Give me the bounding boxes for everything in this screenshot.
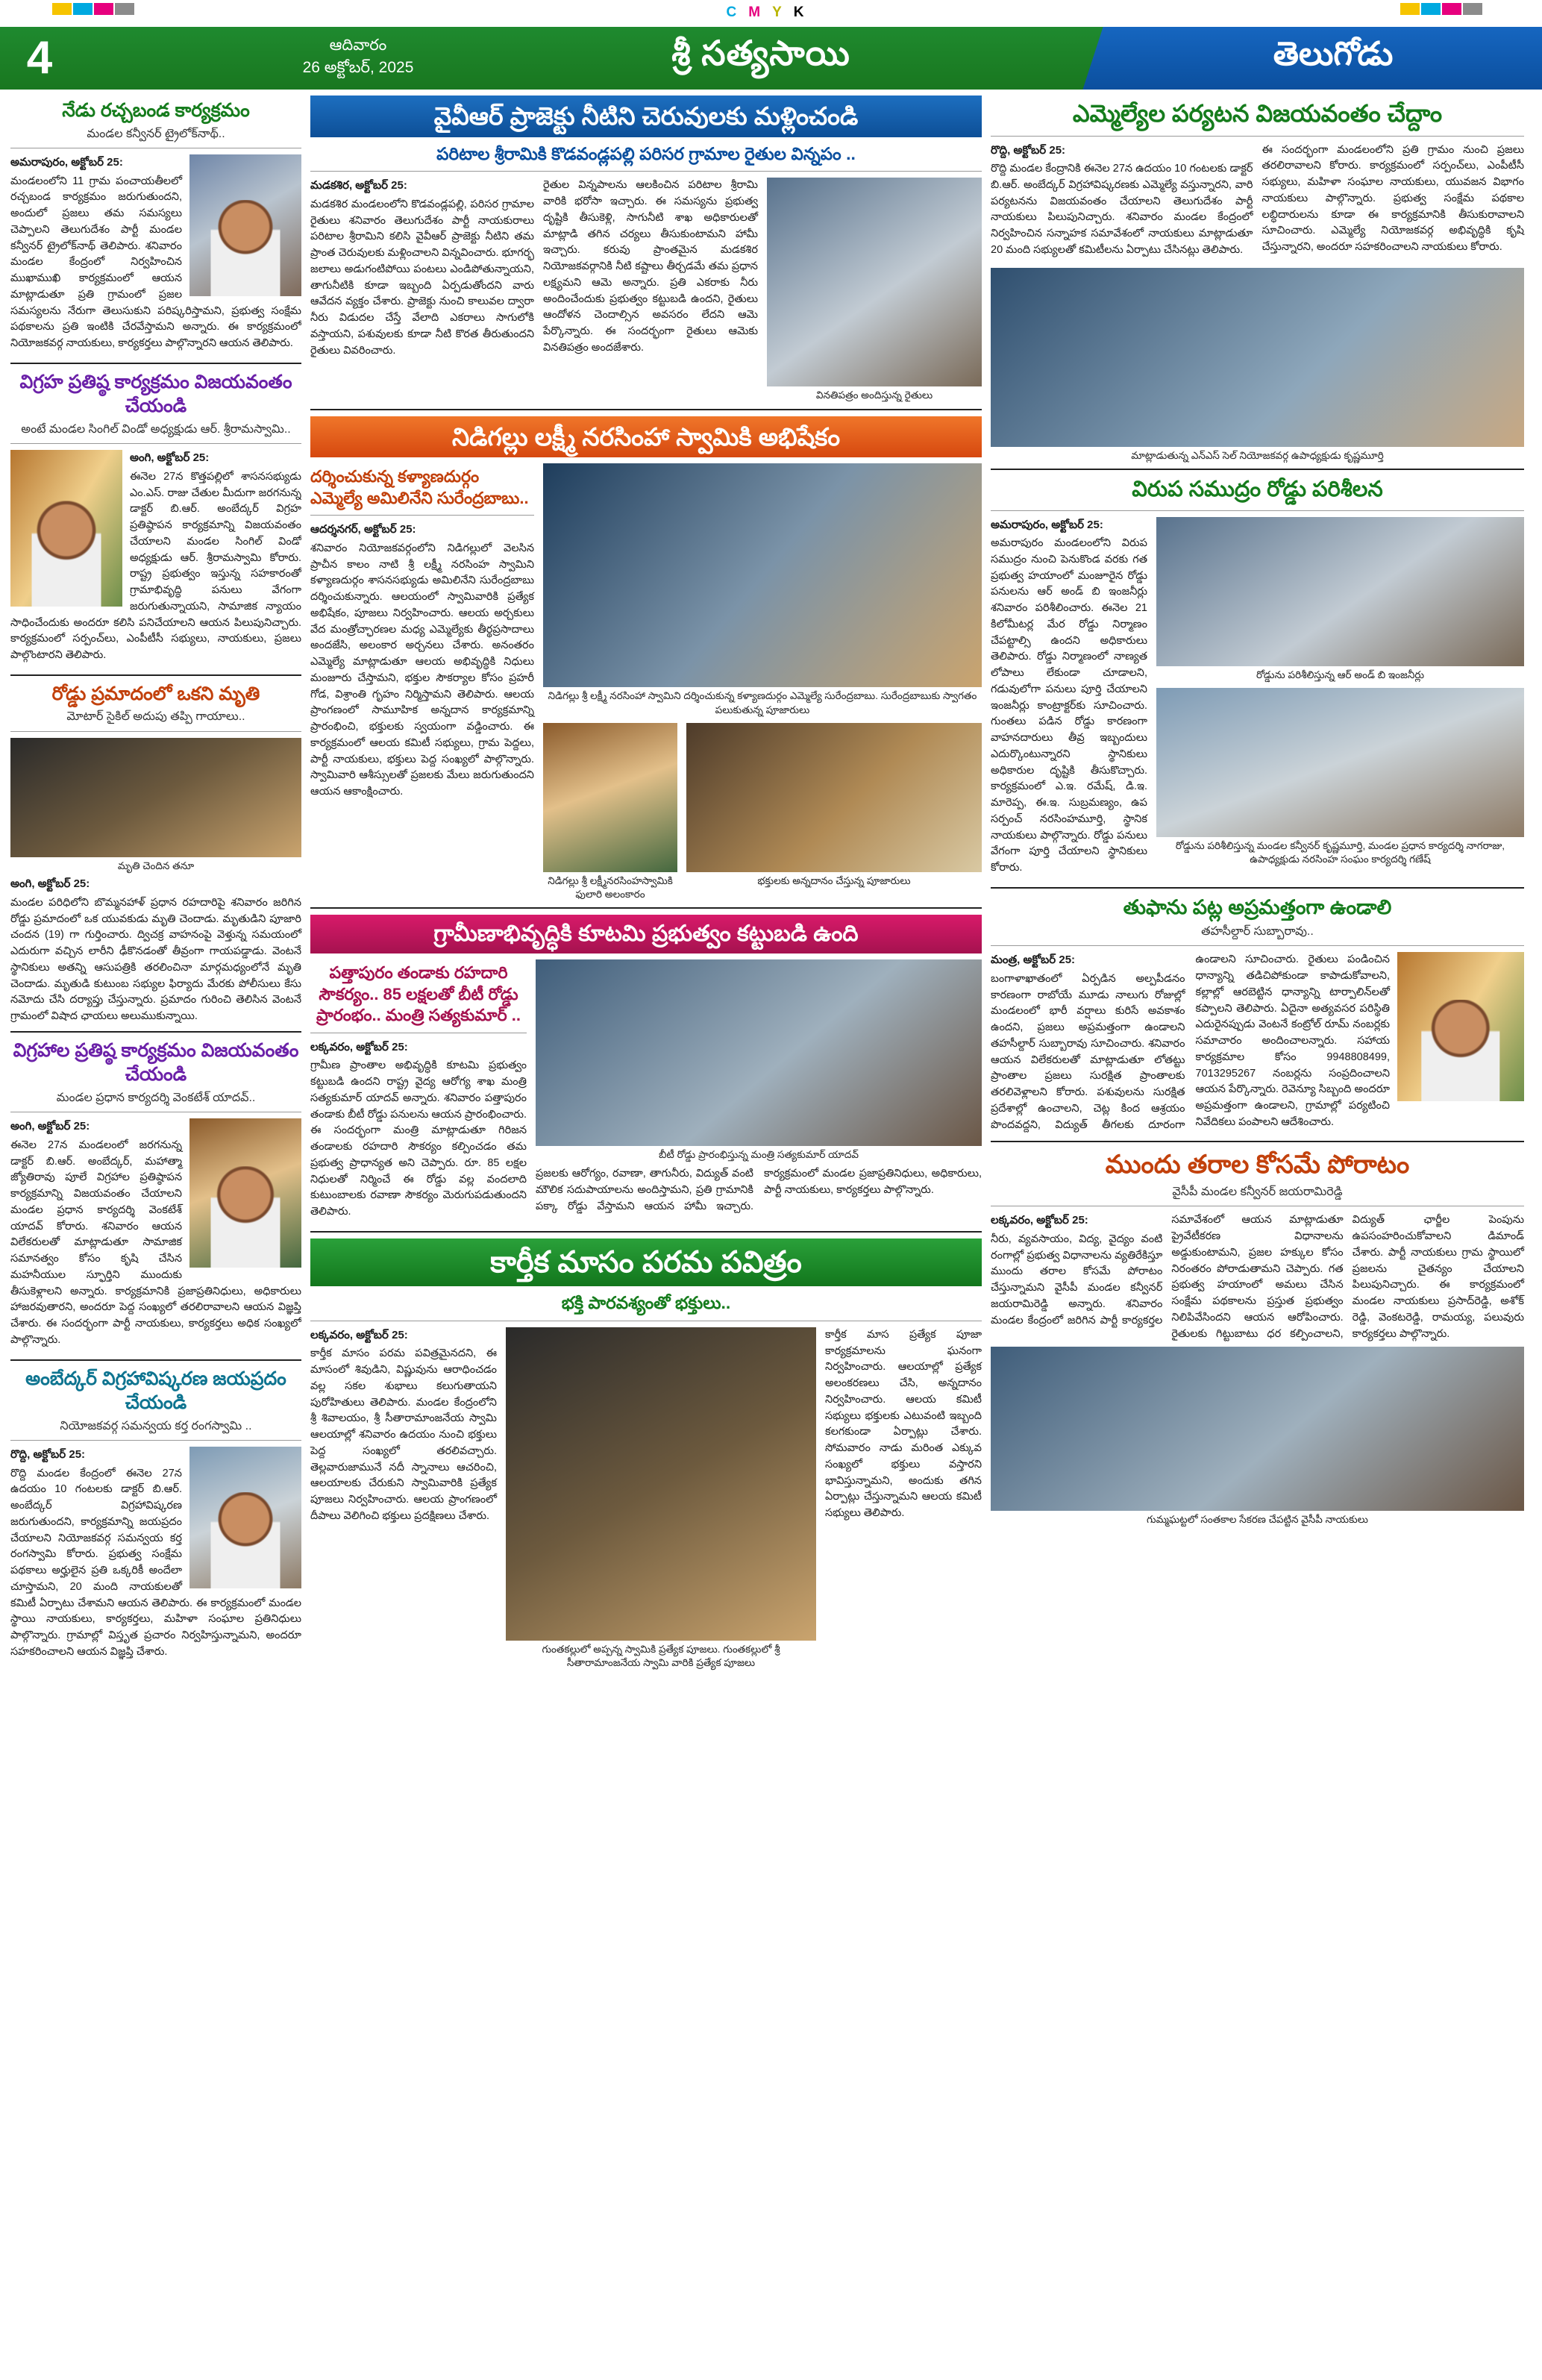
signature-campaign-photo bbox=[991, 1347, 1524, 1511]
dateline: అమరాపురం, అక్టోబర్ 25: bbox=[10, 156, 123, 169]
masthead bbox=[0, 27, 1542, 90]
body-text: రొద్ది మండల కేంద్రానికి ఈనెల 27న ఉదయం 10 గంటలకు డాక్టర్ బి.ఆర్. అంబేద్కర్ విగ్రహావిష్కరణకు ఎమ్మెల్యే వస్తున్నారని, వారి పర్యటనను విజయవంతం చేయాలని తెలుగుదేశం పార్టీ నాయకులు పిలుపునిచ్చారు. శనివారం మండల కేంద్రంలో నిర్వహించిన సన్నాహక సమావేశంలో నాయకులు మాట్లాడుతూ 20 మంది సభ్యులతో కమిటీలను ఏర్పాటు చేసినట్లు తెలిపారు. bbox=[991, 163, 1253, 256]
edition-title: శ్రీ సత్యసాయి bbox=[671, 34, 850, 72]
article-mla-tour bbox=[991, 98, 1524, 463]
photo-thumbnail bbox=[10, 450, 122, 607]
headline: అంబేద్కర్ విగ్రహావిష్కరణ జయప్రదం చేయండి bbox=[25, 1368, 286, 1414]
dateline: ఆదర్శనగర్, అక్టోబర్ 25: bbox=[310, 523, 416, 536]
photo-caption: రోడ్డును పరిశీలిస్తున్న ఆర్ అండ్ బి ఇంజనీర్లు bbox=[1256, 668, 1425, 680]
article-road-inspection bbox=[991, 476, 1524, 881]
article-body bbox=[10, 876, 301, 1025]
article-vigrahala-pratishta-2 bbox=[10, 1039, 301, 1353]
photo-caption: గుంతకల్లులో అప్పన్న స్వామికి ప్రత్యేక పూజలు. గుంతకల్లులో శ్రీ సీతారామాంజనేయ స్వామి వారికి ప్రత్యేక పూజలు bbox=[542, 1643, 780, 1669]
body-text: గ్రామీణ ప్రాంతాల అభివృద్ధికి కూటమి ప్రభుత్వం కట్టుబడి ఉందని రాష్ట్ర వైద్య ఆరోగ్య శాఖ మంత్రి సత్యకుమార్ యాదవ్ అన్నారు. శనివారం పత్తాపురం తండాకు బీటీ రోడ్డు పనులను ఆయన ప్రారంభించారు. ఈ సందర్భంగా మంత్రి మాట్లాడుతూ గిరిజన తండాలకు రహదారి సౌకర్యం కల్పించడం తమ ప్రభుత్వ ప్రాధాన్యత అని చెప్పారు. రూ. 85 లక్షల నిధులతో నిర్మించే ఈ రోడ్డు వల్ల వందలాది కుటుంబాలకు రవాణా సౌకర్యం మెరుగుపడుతుందని తెలిపారు. bbox=[310, 1059, 527, 1218]
print-registration-bar bbox=[0, 0, 1542, 27]
handover-photo bbox=[767, 178, 982, 386]
dateline: అంగి, అక్టోబర్ 25: bbox=[10, 877, 90, 891]
photo-thumbnail bbox=[189, 1447, 301, 1588]
body-text: ప్రజలకు ఆరోగ్యం, రవాణా, తాగునీరు, విద్యుత్ వంటి మౌలిక సదుపాయాలను అందిస్తామని, ప్రతి గ్రామానికి పక్కా రోడ్డు వేస్తామని ఆయన హామీ ఇచ్చారు. కార్యక్రమంలో మండల ప్రజాప్రతినిధులు, అధికారులు, పార్టీ నాయకులు, కార్యకర్తలు పాల్గొన్నారు. bbox=[536, 1168, 982, 1212]
body-text: నీరు, వ్యవసాయం, విద్య, వైద్యం వంటి రంగాల్లో ప్రభుత్వ విధానాలను వ్యతిరేకిస్తూ ముందు తరాల కోసమే పోరాటం చేస్తున్నామని వైసీపీ మండల కన్వీనర్ జయరామిరెడ్డి అన్నారు. శనివారం మండల కేంద్రంలో జరిగిన పార్టీ కార్యకర్తల సమావేశంలో ఆయన మాట్లాడుతూ ప్రైవేటీకరణ విధానాలను అడ్డుకుంటామని, ప్రజల హక్కుల కోసం నిరంతరం పోరాడుతామని చెప్పారు. గత ప్రభుత్వ హయాంలో అమలు చేసిన సంక్షేమ పథకాలను ప్రస్తుత ప్రభుత్వం నిలిపివేసిందని ఆయన ఆరోపించారు. రైతులకు గిట్టుబాటు ధర కల్పించాలని, విద్యుత్ ఛార్జీల పెంపును ఉపసంహరించుకోవాలని డిమాండ్ చేశారు. పార్టీ నాయకులు గ్రామ స్థాయిలో ప్రజలను చైతన్యం చేయాలని పిలుపునిచ్చారు. ఈ కార్యక్రమంలో మండల నాయకులు ప్రసాద్‌రెడ్డి, అశోక్ రెడ్డి, వెంకటరెడ్డి, రామయ్య, పలువురు కార్యకర్తలు పాల్గొన్నారు. bbox=[991, 1214, 1524, 1340]
article-body bbox=[991, 952, 1390, 1134]
road-inspection-photo-2 bbox=[1156, 688, 1524, 837]
photo-caption: నిడిగల్లు శ్రీ లక్ష్మీనరసింహస్వామికి ఫులారి అలంకారం bbox=[548, 874, 673, 900]
photo-thumbnail bbox=[189, 154, 301, 296]
body-text: ఈనెల 27న మండలంలో జరగనున్న డాక్టర్ బి.ఆర్. అంబేద్కర్, మహాత్మా జ్యోతిరావు పూలే విగ్రహాల ప్రతిష్ఠాపన కార్యక్రమాన్ని విజయవంతం చేయాలని మండల ప్రధాన కార్యదర్శి వెంకటేశ్ యాదవ్ కోరారు. శనివారం ఆయన విలేకరులతో మాట్లాడుతూ సామాజిక సమానత్వం కోసం కృషి చేసిన మహనీయుల స్ఫూర్తిని ముందుకు తీసుకెళ్లాలని అన్నారు. కార్యక్రమానికి ప్రజాప్రతినిధులు, అధికారులు హాజరవుతారని, అందరూ పెద్ద సంఖ్యలో తరలిరావాలని ఆయన విజ్ఞప్తి చేశారు. ఈ సందర్భంగా పార్టీ నాయకులు, కార్యకర్తలు అధిక సంఖ్యలో పాల్గొన్నారు. bbox=[10, 1139, 301, 1346]
left-column bbox=[10, 95, 301, 1670]
body-text: శనివారం నియోజకవర్గంలోని నిడిగల్లులో వెలసిన ప్రాచీన కాలం నాటి శ్రీ లక్ష్మీ నరసింహ స్వామిని కళ్యాణదుర్గం శాసనసభ్యుడు అమిలినేని సురేంద్రబాబు దర్శించుకున్నారు. ఆలయంలో స్వామివారికి ప్రత్యేక అభిషేకం, పూజలు నిర్వహించారు. ఆలయ అర్చకులు వేద మంత్రోచ్ఛారణల మధ్య ఎమ్మెల్యేకు తీర్థప్రసాదాలు అందజేసి, అలంకార అర్చనలు చేశారు. అనంతరం ఎమ్మెల్యే మాట్లాడుతూ ఆలయ అభివృద్ధికి నిధులు మంజూరు చేస్తామని, భక్తుల సౌకర్యాల కోసం ప్రహరీ గోడ, విశ్రాంతి గృహం నిర్మిస్తామని తెలిపారు. ఆలయ ప్రాంగణంలో సామూహిక అన్నదాన కార్యక్రమాన్ని ప్రారంభించి, భక్తులకు స్వయంగా వడ్డించారు. ఈ కార్యక్రమంలో ఆలయ కమిటీ సభ్యులు, గ్రామ పెద్దలు, పార్టీ నాయకులు, భక్తులు పెద్ద సంఖ్యలో పాల్గొన్నారు. స్వామివారి ఆశీస్సులతో ప్రజలకు మేలు జరుగుతుందని ఆయన ఆకాంక్షించారు. bbox=[310, 542, 534, 798]
article-nedu-rachabanda bbox=[10, 98, 301, 357]
banner-headline: గ్రామీణాభివృద్ధికి కూటమి ప్రభుత్వం కట్టుబడి ఉంది bbox=[310, 915, 982, 953]
article-karthika-masam bbox=[310, 1238, 982, 1670]
photo-caption: మాట్లాడుతున్న ఎన్‌ఎస్ సెల్ నియోజకవర్గ ఉపాధ్యక్షుడు కృష్ణమూర్తి bbox=[1131, 449, 1384, 461]
photo-caption: నిడిగల్లు శ్రీ లక్ష్మీ నరసింహా స్వామిని దర్శించుకున్న కళ్యాణదుర్గం ఎమ్మెల్యే సురేంద్రబాబు. సురేంద్రబాబుకు స్వాగతం పలుకుతున్న పూజారులు bbox=[548, 690, 977, 715]
dateline: రొద్ది, అక్టోబర్ 25: bbox=[10, 1448, 86, 1462]
headline: తుఫాను పట్ల అప్రమత్తంగా ఉండాలి bbox=[1123, 895, 1392, 918]
meeting-photo bbox=[991, 268, 1524, 447]
dateline: రొద్ది, అక్టోబర్ 25: bbox=[991, 143, 1066, 157]
accident-photo bbox=[10, 738, 301, 857]
article-body bbox=[991, 1212, 1524, 1342]
middle-column bbox=[310, 95, 982, 1670]
subhead: భక్తి పారవశ్యంతో భక్తులు.. bbox=[561, 1292, 731, 1312]
headline: విగ్రహాల ప్రతిష్ఠ కార్యక్రమం విజయవంతం చేయండి bbox=[13, 1039, 299, 1086]
cmyk-labels: CMYK bbox=[726, 4, 816, 20]
publication-logo: తెలుగోడు bbox=[1124, 27, 1542, 90]
article-cyclone-alert bbox=[991, 895, 1524, 1135]
road-inauguration-photo bbox=[536, 959, 982, 1146]
article-body-col1 bbox=[310, 1327, 497, 1525]
article-vigraha-pratishta-1 bbox=[10, 370, 301, 668]
body-text: రైతుల విన్నపాలను ఆలకించిన పరిటాల శ్రీరామి వారికి భరోసా ఇచ్చారు. ఈ సమస్యను ప్రభుత్వ దృష్టికి తీసుకెళ్లి, సాగునీటి శాఖ అధికారులతో మాట్లాడి తగిన చర్యలు తీసుకుంటామని హామీ ఇచ్చారు. కరువు ప్రాంతమైన మడకశిర నియోజకవర్గానికి నీటి కష్టాలు తీర్చడమే తమ ప్రధాన లక్ష్యమని ఆమె అన్నారు. ప్రతి ఎకరాకు నీరు అందించేందుకు ప్రభుత్వం కట్టుబడి ఉందని, రైతులు ఆందోళన చెందాల్సిన అవసరం లేదని ఆమె పేర్కొన్నారు. ఈ సందర్భంగా రైతులు ఆమెకు వినతిపత్రం అందజేశారు. bbox=[543, 179, 758, 354]
photo-thumbnail bbox=[189, 1118, 301, 1268]
article-nidigallu-temple bbox=[310, 416, 982, 901]
byline: అంటే మండల సింగిల్ విండో అధ్యక్షుడు ఆర్. శ్రీరామస్వామి.. bbox=[21, 422, 291, 436]
headline: ముందు తరాల కోసమే పోరాటం bbox=[1105, 1150, 1410, 1179]
byline: మండల కన్వీనర్ ట్రైలోక్‌నాథ్.. bbox=[87, 127, 225, 140]
right-column bbox=[991, 95, 1524, 1670]
body-text: మడకశిర మండలంలోని కొడవండ్లపల్లి, పరిసర గ్రామాల రైతులు శనివారం తెలుగుదేశం పార్టీ నాయకురాలు పరిటాల శ్రీరామిని కలిసి వైవీఆర్ ప్రాజెక్టు నీటిని తమ ప్రాంత చెరువులకు మళ్లించాలని విన్నవించారు. భూగర్భ జలాలు అడుగంటిపోయి పంటలు ఎండిపోతున్నాయని, తాగునీటికి కూడా ఇబ్బంది ఏర్పడుతోందని వారు ఆవేదన వ్యక్తం చేశారు. ప్రాజెక్టు నుంచి కాలువల ద్వారా నీరు విడుదల చేస్తే వేలాది ఎకరాలు సాగులోకి వస్తాయని, పశువులకు కూడా నీటి కొరత తీరుతుందని రైతులు వివరించారు. bbox=[310, 198, 534, 357]
date-block bbox=[269, 34, 448, 79]
article-body-col2 bbox=[536, 1166, 982, 1215]
body-text: కార్తీక మాసం పరమ పవిత్రమైనదని, ఈ మాసంలో శివుడిని, విష్ణువును ఆరాధించడం వల్ల సకల శుభాలు కలుగుతాయని పురోహితులు తెలిపారు. మండల కేంద్రంలోని శ్రీ శివాలయం, శ్రీ సీతారామాంజనేయ స్వామి ఆలయాల్లో శనివారం ఉదయం నుంచి భక్తులు పెద్ద సంఖ్యలో తరలివచ్చారు. తెల్లవారుజామునే నదీ స్నానాలు ఆచరించి, ఆలయాలకు చేరుకుని స్వామివారికి ప్రత్యేక పూజలు నిర్వహించారు. ఆలయ ప్రాంగణంలో దీపాలు వెలిగించి భక్తులు ప్రదక్షిణలు చేశారు. bbox=[310, 1347, 497, 1522]
body-text: ఈనెల 27న కొత్తపల్లిలో శాసనసభ్యుడు ఎం.ఎస్. రాజు చేతుల మీదుగా జరగనున్న డాక్టర్ బి.ఆర్. అంబేద్కర్ విగ్రహ ప్రతిష్ఠాపన కార్యక్రమాన్ని విజయవంతం చేయాలని మండల సింగిల్ విండో అధ్యక్షుడు ఆర్. శ్రీరామస్వామి కోరారు. రాష్ట్ర ప్రభుత్వం ఇస్తున్న సహకారంతో గ్రామాభివృద్ధి పనులు వేగంగా జరుగుతున్నాయని, సామాజిక న్యాయం సాధించేందుకు అందరూ కలిసి పనిచేయాలని ఆయన పిలుపునిచ్చారు. కార్యక్రమంలో సర్పంచ్‌లు, ఎంపీటీసీ సభ్యులు, నాయకులు, ప్రజలు పాల్గొంటారని తెలిపారు. bbox=[10, 470, 301, 662]
article-body-col1 bbox=[310, 1039, 527, 1221]
article-yvr-project bbox=[310, 95, 982, 403]
byline: వైసీపీ మండల కన్వీనర్ జయరామిరెడ్డి bbox=[1172, 1185, 1343, 1198]
article-body-col2 bbox=[1262, 143, 1525, 256]
article-ambedkar-unveiling bbox=[10, 1367, 301, 1665]
article-rural-development bbox=[310, 915, 982, 1225]
temple-pooja-photo bbox=[506, 1327, 816, 1641]
temple-visit-photo bbox=[543, 463, 982, 687]
banner-headline: నిడిగల్లు లక్ష్మీ నరసింహా స్వామికి అభిషేకం bbox=[310, 416, 982, 458]
body-text: మండల పరిధిలోని బొమ్మనహాళ్ ప్రధాన రహదారిపై శనివారం జరిగిన రోడ్డు ప్రమాదంలో ఒక యువకుడు మృతి చెందాడు. మృతుడిని పూజారి చందన (19) గా గుర్తించారు. ద్విచక్ర వాహనంపై వెళ్తున్న సమయంలో ఎదురుగా వచ్చిన లారీని ఢీకొనడంతో తీవ్రంగా గాయపడ్డాడు. వెంటనే స్థానికులు అతన్ని ఆసుపత్రికి తరలించినా మార్గమధ్యంలోనే మృతి చెందాడు. మృతుడి కుటుంబ సభ్యుల ఫిర్యాదు మేరకు పోలీసులు కేసు నమోదు చేసి దర్యాప్తు చేస్తున్నారు. ప్రమాదం గురించి తెలిసిన వెంటనే గ్రామంలో విషాద ఛాయలు అలుముకున్నాయి. bbox=[10, 896, 301, 1022]
article-body-col2 bbox=[825, 1327, 982, 1522]
photo-thumbnail bbox=[1397, 952, 1524, 1101]
headline: రోడ్డు ప్రమాదంలో ఒకని మృతి bbox=[51, 683, 260, 704]
dateline: అంగి, అక్టోబర్ 25: bbox=[130, 451, 210, 465]
dateline: అంగి, అక్టోబర్ 25: bbox=[10, 1120, 90, 1133]
dateline: లక్కవరం, అక్టోబర్ 25: bbox=[991, 1214, 1088, 1227]
body-text: బంగాళాఖాతంలో ఏర్పడిన అల్పపీడనం కారణంగా రాబోయే మూడు నాలుగు రోజుల్లో మండలంలో భారీ వర్షాలు కురిసే అవకాశం ఉందని, ప్రజలు అప్రమత్తంగా ఉండాలని తహసీల్దార్ సుబ్బారావు సూచించారు. శనివారం ఆయన విలేకరులతో మాట్లాడుతూ లోతట్టు ప్రాంతాల ప్రజలు సురక్షిత ప్రాంతాలకు తరలివెళ్లాలని కోరారు. పశువులను సురక్షిత ప్రదేశాల్లో ఉంచాలని, చెట్ల కింద ఆశ్రయం పొందవద్దని, విద్యుత్ తీగలకు దూరంగా ఉండాలని సూచించారు. రైతులు పండించిన ధాన్యాన్ని తడిచిపోకుండా కాపాడుకోవాలని, కల్లాల్లో ఆరబెట్టిన ధాన్యాన్ని టార్పాలిన్‌లతో కప్పాలని తెలిపారు. ఏదైనా అత్యవసర పరిస్థితి ఎదురైనప్పుడు వెంటనే కంట్రోల్ రూమ్ నంబర్లకు సమాచారం అందించాలన్నారు. సహాయ కార్యక్రమాల కోసం 9948808499, 7013295267 నంబర్లను సంప్రదించాలని ఆయన పేర్కొన్నారు. రెవెన్యూ సిబ్బంది అందరూ అప్రమత్తంగా ఉండాలని, గ్రామాల్లో పర్యటించి నివేదికలు పంపాలని ఆదేశించారు. bbox=[991, 953, 1390, 1131]
body-text: అమరాపురం మండలంలోని విరుప సముద్రం నుంచి పెనుకొండ వరకు గత ప్రభుత్వ హయాంలో మంజూరైన రోడ్డు పనులను ఆర్ అండ్ బి ఇంజనీర్లు శనివారం పరిశీలించారు. ఈనెల 21 కిలోమీటర్ల మేర రోడ్డు నిర్మాణం చేపట్టాల్సి ఉందని అధికారులు తెలిపారు. రోడ్డు నిర్మాణంలో నాణ్యత లోపాలు లేకుండా చూడాలని, గడువులోగా పనులు పూర్తి చేయాలని ఇంజనీర్లు కాంట్రాక్టర్‌కు సూచించారు. గుంతలు పడిన రోడ్డు కారణంగా వాహనదారులు తీవ్ర ఇబ్బందులు ఎదుర్కొంటున్నారని స్థానికులు అధికారుల దృష్టికి తీసుకొచ్చారు. కార్యక్రమంలో ఎ.ఇ. రమేష్, డి.ఇ. మారెప్ప, ఈ.ఇ. సుబ్రమణ్యం, ఉప సర్పంచ్ నరసింహమూర్తి, స్థానిక నాయకులు పాల్గొన్నారు. రోడ్డు పనులు వేగంగా పూర్తి చేయాలని స్థానికులు కోరారు. bbox=[991, 537, 1147, 874]
registration-marks-left bbox=[52, 3, 142, 19]
headline: నేడు రచ్చబండ కార్యక్రమం bbox=[62, 100, 250, 121]
headline: ఎమ్మెల్యేల పర్యటన విజయవంతం చేద్దాం bbox=[1072, 100, 1443, 127]
subhead: దర్శించుకున్న కళ్యాణదుర్గం ఎమ్మెల్యే అమిలినేని సురేంద్రబాబు.. bbox=[310, 467, 529, 507]
headline: విరుప సముద్రం రోడ్డు పరిశీలన bbox=[1132, 477, 1383, 501]
article-road-accident bbox=[10, 682, 301, 1025]
article-body-col1 bbox=[991, 143, 1253, 259]
photo-caption: వినతిపత్రం అందిస్తున్న రైతులు bbox=[815, 389, 933, 401]
byline: నియోజకవర్గ సమన్వయ కర్త రంగస్వామి .. bbox=[60, 1419, 252, 1432]
dateline: లక్కవరం, అక్టోబర్ 25: bbox=[310, 1040, 408, 1053]
dateline: అమరాపురం, అక్టోబర్ 25: bbox=[991, 518, 1103, 531]
page-number: 4 bbox=[26, 32, 53, 84]
body-text: రొద్ది మండల కేంద్రంలో ఈనెల 27న ఉదయం 10 గంటలకు డాక్టర్ బి.ఆర్. అంబేద్కర్ విగ్రహావిష్కరణ జరుగుతుందని, కార్యక్రమాన్ని జయప్రదం చేయాలని నియోజకవర్గ సమన్వయ కర్త రంగస్వామి కోరారు. ప్రభుత్వ సంక్షేమ పథకాలు అర్హులైన ప్రతి ఒక్కరికీ అందేలా చూస్తామని, 20 మంది నాయకులతో కమిటీ ఏర్పాటు చేశామని ఆయన తెలిపారు. ఈ కార్యక్రమంలో మండల స్థాయి నాయకులు, కార్యకర్తలు, మహిళా సంఘాల ప్రతినిధులు పాల్గొన్నారు. గ్రామాల్లో విస్తృత ప్రచారం నిర్వహిస్తున్నామని, అందరూ సహకరించాలని ఆయన విజ్ఞప్తి చేశారు. bbox=[10, 1467, 301, 1658]
article-body bbox=[310, 522, 534, 801]
photo-caption: బీటీ రోడ్డు ప్రారంభిస్తున్న మంత్రి సత్యకుమార్ యాదవ్ bbox=[659, 1149, 859, 1161]
photo-caption: భక్తులకు అన్నదానం చేస్తున్న పూజారులు bbox=[757, 874, 911, 886]
body-text: మండలంలోని 11 గ్రామ పంచాయతీలలో రచ్చబండ కార్యక్రమం జరుగుతుందని, అందులో ప్రజలు తమ సమస్యలు చెప్పాలని తెలుగుదేశం పార్టీ మండల కన్వీనర్ ట్రైలోక్‌నాథ్ తెలిపారు. శనివారం మండల కేంద్రంలో నిర్వహించిన ముఖాముఖి కార్యక్రమంలో ఆయన మాట్లాడుతూ ప్రతి గ్రామంలో ప్రజల సమస్యలను నేరుగా తెలుసుకుని పరిష్కరిస్తామని, ప్రభుత్వ సంక్షేమ పథకాలను ప్రతి ఇంటికి చేరవేస్తామని అన్నారు. ఈ కార్యక్రమంలో నియోజకవర్గ నాయకులు, కార్యకర్తలు పాల్గొన్నారని ఆయన తెలిపారు. bbox=[10, 175, 301, 350]
banner-headline: వైవీఆర్ ప్రాజెక్టు నీటిని చెరువులకు మళ్లించండి bbox=[310, 95, 982, 137]
byline: మోటార్ సైకిల్ అదుపు తప్పి గాయాలు.. bbox=[66, 710, 245, 724]
byline: మండల ప్రధాన కార్యదర్శి వెంకటేశ్ యాదవ్.. bbox=[56, 1091, 256, 1104]
byline: తహసీల్దార్ సుబ్బారావు.. bbox=[1201, 924, 1314, 938]
dateline: లక్కవరం, అక్టోబర్ 25: bbox=[310, 1328, 408, 1341]
dateline: మంత్ర, అక్టోబర్ 25: bbox=[991, 953, 1076, 967]
article-body bbox=[991, 517, 1147, 877]
body-text: ఈ సందర్భంగా మండలంలోని ప్రతి గ్రామం నుంచి ప్రజలు తరలిరావాలని కోరారు. కార్యక్రమంలో సర్పంచ్‌లు, ఎంపీటీసీ సభ్యులు, మహిళా సంఘాల నాయకులు, యువజన విభాగం నాయకులు పాల్గొన్నారు. ప్రభుత్వ సంక్షేమ పథకాల లబ్ధిదారులను కూడా ఈ కార్యక్రమానికి తీసుకురావాలని సూచించారు. ఎమ్మెల్యే నియోజకవర్గ అభివృద్ధికి కృషి చేస్తున్నారని, అందరూ సహకరించాలని నాయకులు కోరారు. bbox=[1262, 143, 1524, 254]
banner-headline: కార్తీక మాసం పరమ పవిత్రం bbox=[310, 1238, 982, 1286]
article-ycp-protest bbox=[991, 1148, 1524, 1527]
deity-photo bbox=[543, 723, 677, 872]
weekday: ఆదివారం bbox=[329, 37, 387, 54]
article-body-col1 bbox=[310, 178, 534, 359]
body-text: కార్తీక మాస ప్రత్యేక పూజా కార్యక్రమాలను ఘనంగా నిర్వహించారు. ఆలయాల్లో ప్రత్యేక అలంకరణలు చేసి, అన్నదానం నిర్వహించారు. ఆలయ కమిటీ సభ్యులు భక్తులకు ఎటువంటి ఇబ్బంది కలగకుండా ఏర్పాట్లు చేశారు. సోమవారం నాడు మరింత ఎక్కువ సంఖ్యలో భక్తులు వస్తారని భావిస్తున్నామని, అందుకు తగిన ఏర్పాట్లు చేస్తున్నామని ఆలయ కమిటీ సభ్యులు తెలిపారు. bbox=[825, 1328, 982, 1520]
date: 26 అక్టోబర్, 2025 bbox=[302, 59, 414, 76]
road-inspection-photo-1 bbox=[1156, 517, 1524, 666]
headline: విగ్రహ ప్రతిష్ఠ కార్యక్రమం విజయవంతం చేయండి bbox=[19, 371, 292, 417]
photo-caption: రోడ్డును పరిశీలిస్తున్న మండల కన్వీనర్ కృష్ణమూర్తి, మండల ప్రధాన కార్యదర్శి నాగరాజు, ఉపాధ్యక్షుడు నరసింహ సంఘం కార్యదర్శి గణేష్ bbox=[1175, 839, 1505, 865]
registration-marks-right bbox=[1400, 3, 1490, 19]
subhead: పత్తాపురం తండాకు రహదారి సౌకర్యం.. 85 లక్షలతో బీటీ రోడ్డు ప్రారంభం.. మంత్రి సత్యకుమార్ .. bbox=[316, 963, 521, 1025]
photo-caption: గుమ్మఘట్టలో సంతకాల సేకరణ చేపట్టిన వైసీపీ నాయకులు bbox=[1147, 1514, 1368, 1526]
dateline: మడకశిర, అక్టోబర్ 25: bbox=[310, 179, 407, 192]
article-body-col2 bbox=[543, 178, 758, 356]
annadanam-photo bbox=[686, 723, 982, 872]
subhead: పరిటాల శ్రీరామికి కొడవండ్లపల్లి పరిసర గ్రామాల రైతుల విన్నపం .. bbox=[436, 143, 856, 163]
photo-caption: మృతి చెందిన తనూ bbox=[117, 860, 195, 872]
